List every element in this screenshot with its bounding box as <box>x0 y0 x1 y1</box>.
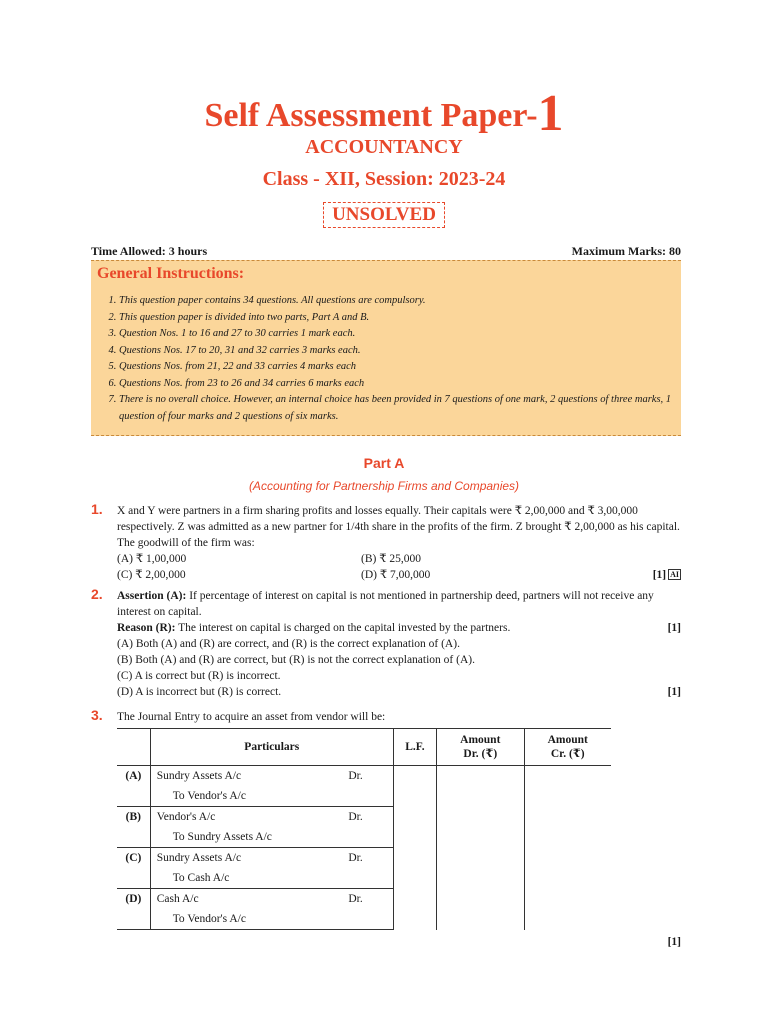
question-number: 2. <box>91 586 103 602</box>
dr-mark: Dr. <box>348 852 363 864</box>
general-instructions-box <box>91 260 681 436</box>
header-amount-dr: Amount Dr. (₹) <box>437 729 524 766</box>
marks-label: [1] <box>667 936 681 948</box>
maximum-marks: Maximum Marks: 80 <box>571 244 681 258</box>
header-amount-cr: Amount Cr. (₹) <box>524 729 611 766</box>
dr-mark: Dr. <box>348 770 363 782</box>
paper-title-number: 1 <box>537 85 564 142</box>
marks-label: [1] AI <box>652 569 679 581</box>
credit-account: To Vendor's A/c <box>150 909 393 930</box>
journal-row-debit <box>117 766 611 787</box>
debit-account: Cash A/c <box>156 893 199 905</box>
credit-account: To Cash A/c <box>150 868 393 889</box>
instruction-item: 5. Questions Nos. from 21, 22 and 33 carries 4 marks each <box>119 359 689 376</box>
instruction-item: 7. There is no overall choice. However, an internal choice has been provided in 7 questions of one mark, 2 questions of three marks, 1 question of four marks and 2 questions of six marks. <box>119 392 689 425</box>
ai-tag: AI <box>670 570 679 579</box>
dr-mark: Dr. <box>348 811 363 823</box>
option-c: (C) ₹ 2,00,000 <box>117 569 186 581</box>
entry-label: (D) <box>125 893 142 905</box>
entry-label: (B) <box>125 811 142 823</box>
option-a: (A) ₹ 1,00,000 <box>117 553 187 565</box>
credit-account: To Vendor's A/c <box>150 786 393 807</box>
instruction-item: 2. This question paper is divided into two parts, Part A and B. <box>119 310 689 327</box>
unsolved-badge: UNSOLVED <box>323 202 445 228</box>
part-title: Part A <box>363 455 405 471</box>
dr-mark: Dr. <box>348 893 363 905</box>
question-text: X and Y were partners in a firm sharing profits and losses equally. Their capitals were ₹ 2,00,000 and ₹ 3,00,000 respectively. Z was admitted as a new partner for 1/4th share in the profits of the firm. Z brought ₹ 2,00,000 as his capital. The goodwill of the firm was: <box>117 505 680 549</box>
instruction-item: 4. Questions Nos. 17 to 20, 31 and 32 carries 3 marks each. <box>119 343 689 360</box>
debit-account: Sundry Assets A/c <box>156 852 242 864</box>
option-b: (B) Both (A) and (R) are correct, but (R) is not the correct explanation of (A). <box>117 654 475 666</box>
instructions-list <box>97 293 689 425</box>
entry-label: (C) <box>125 852 142 864</box>
assertion-text: Assertion (A): If percentage of interest on capital is not mentioned in partnership deed, partners will not receive any interest on capital. <box>117 590 654 618</box>
paper-title <box>0 84 768 143</box>
session-heading: Class - XII, Session: 2023-24 <box>262 168 506 190</box>
instruction-item: 6. Questions Nos. from 23 to 26 and 34 carries 6 marks each <box>119 376 689 393</box>
question-2 <box>91 588 681 700</box>
reason-text: Reason (R): The interest on capital is charged on the capital invested by the partners. [1] <box>117 622 681 634</box>
question-number: 1. <box>91 501 103 517</box>
option-d: (D) A is incorrect but (R) is correct. <box>117 686 282 698</box>
debit-account: Vendor's A/c <box>156 811 216 823</box>
question-number: 3. <box>91 707 103 723</box>
journal-table <box>117 728 611 930</box>
option-d: (D) ₹ 7,00,000 <box>361 569 431 581</box>
credit-account: To Sundry Assets A/c <box>150 827 393 848</box>
entry-label: (A) <box>125 770 142 782</box>
exam-meta <box>91 244 681 259</box>
instruction-item: 3. Question Nos. 1 to 16 and 27 to 30 carries 1 mark each. <box>119 326 689 343</box>
option-a: (A) Both (A) and (R) are correct, and (R) is the correct explanation of (A). <box>117 638 460 650</box>
option-b: (B) ₹ 25,000 <box>361 553 422 565</box>
debit-account: Sundry Assets A/c <box>156 770 242 782</box>
instructions-heading: General Instructions: <box>97 265 245 282</box>
paper-title-text: Self Assessment Paper- <box>204 97 538 134</box>
part-subtitle: (Accounting for Partnership Firms and Companies) <box>248 479 520 493</box>
question-text: The Journal Entry to acquire an asset from vendor will be: <box>117 711 386 723</box>
marks-label: [1] <box>667 686 681 698</box>
time-allowed: Time Allowed: 3 hours <box>91 244 208 258</box>
question-1 <box>91 503 681 583</box>
reason-marks: [1] <box>667 622 681 634</box>
header-particulars: Particulars <box>150 729 393 766</box>
header-lf: L.F. <box>393 729 436 766</box>
question-3 <box>91 709 681 725</box>
journal-header-row <box>117 729 611 766</box>
instruction-item: 1. This question paper contains 34 questions. All questions are compulsory. <box>119 293 689 310</box>
option-c: (C) A is correct but (R) is incorrect. <box>117 670 281 682</box>
subject-heading: ACCOUNTANCY <box>305 136 463 158</box>
